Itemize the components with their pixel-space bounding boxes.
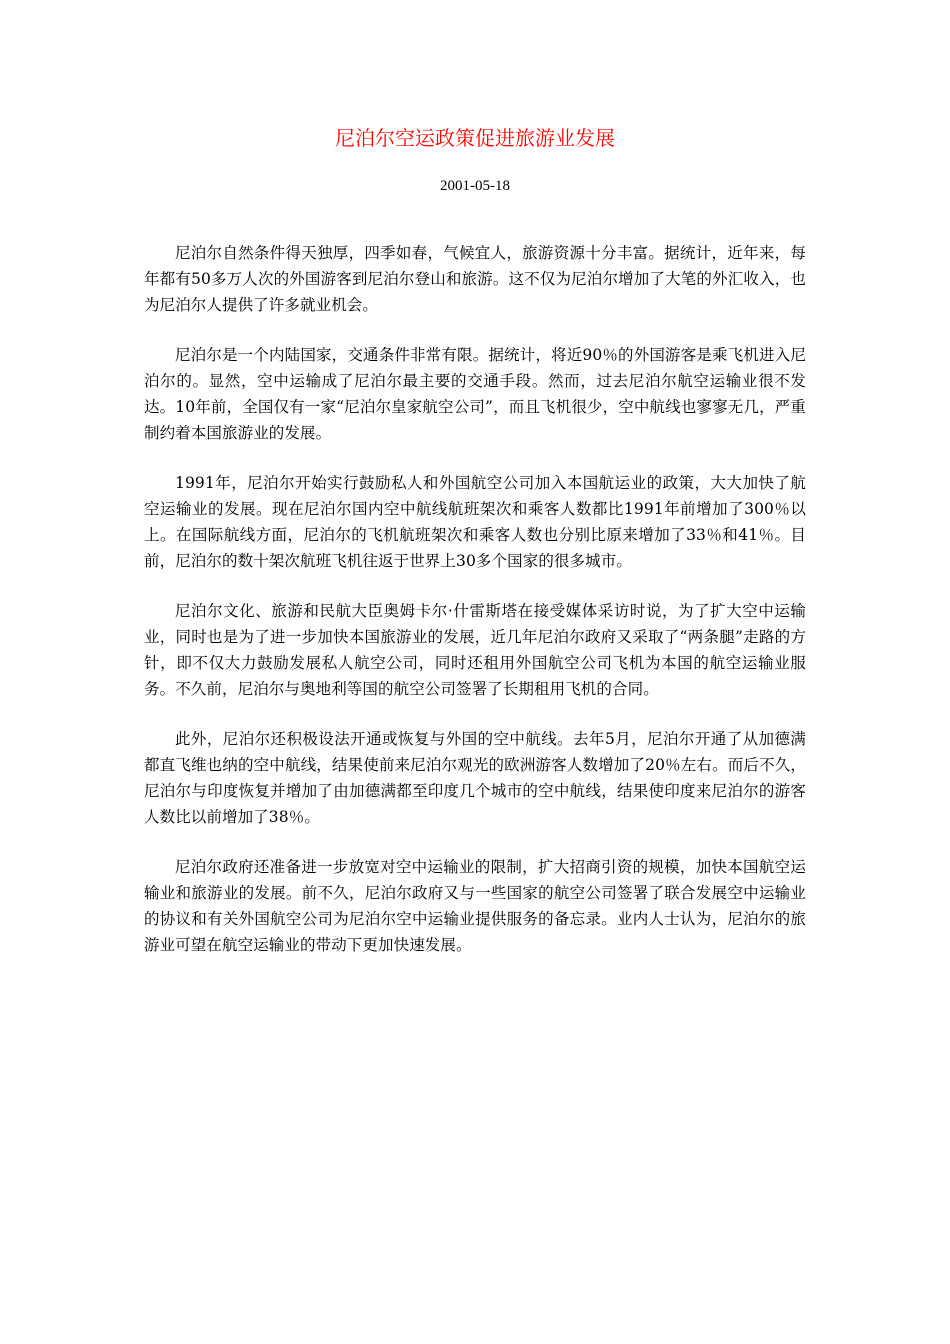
article-title: 尼泊尔空运政策促进旅游业发展 <box>335 126 615 150</box>
article-paragraph: 尼泊尔文化、旅游和民航大臣奥姆卡尔·什雷斯塔在接受媒体采访时说，为了扩大空中运输业，同时也是为了进一步加快本国旅游业的发展，近几年尼泊尔政府又采取了“两条腿”走路的方针，即不仅大力鼓励发展私人航空公司，同时还租用外国航空公司飞机为本国的航空运输业服务。不久前，尼泊尔与奥地利等国的航空公司签署了长期租用飞机的合同。 <box>144 602 806 698</box>
article-paragraph: 此外，尼泊尔还积极设法开通或恢复与外国的空中航线。去年5月，尼泊尔开通了从加德满都直飞维也纳的空中航线，结果使前来尼泊尔观光的欧洲游客人数增加了20％左右。而后不久，尼泊尔与印度恢复并增加了由加德满都至印度几个城市的空中航线，结果使印度来尼泊尔的游客人数比以前增加了38％。 <box>144 730 806 826</box>
article-body <box>144 240 806 982</box>
article-paragraph: 尼泊尔政府还准备进一步放宽对空中运输业的限制，扩大招商引资的规模，加快本国航空运输业和旅游业的发展。前不久，尼泊尔政府又与一些国家的航空公司签署了联合发展空中运输业的协议和有关外国航空公司为尼泊尔空中运输业提供服务的备忘录。业内人士认为，尼泊尔的旅游业可望在航空运输业的带动下更加快速发展。 <box>144 858 806 954</box>
article-paragraph: 尼泊尔是一个内陆国家，交通条件非常有限。据统计，将近90％的外国游客是乘飞机进入尼泊尔的。显然，空中运输成了尼泊尔最主要的交通手段。然而，过去尼泊尔航空运输业很不发达。10年前，全国仅有一家“尼泊尔皇家航空公司”，而且飞机很少，空中航线也寥寥无几，严重制约着本国旅游业的发展。 <box>144 346 806 442</box>
article-date: 2001-05-18 <box>440 178 510 194</box>
article-paragraph: 尼泊尔自然条件得天独厚，四季如春，气候宜人，旅游资源十分丰富。据统计，近年来，每年都有50多万人次的外国游客到尼泊尔登山和旅游。这不仅为尼泊尔增加了大笔的外汇收入，也为尼泊尔人提供了许多就业机会。 <box>144 244 806 314</box>
article-paragraph: 1991年，尼泊尔开始实行鼓励私人和外国航空公司加入本国航运业的政策，大大加快了航空运输业的发展。现在尼泊尔国内空中航线航班架次和乘客人数都比1991年前增加了300％以上。在国际航线方面，尼泊尔的飞机航班架次和乘客人数也分别比原来增加了33％和41％。目前，尼泊尔的数十架次航班飞机往返于世界上30多个国家的很多城市。 <box>144 474 806 570</box>
